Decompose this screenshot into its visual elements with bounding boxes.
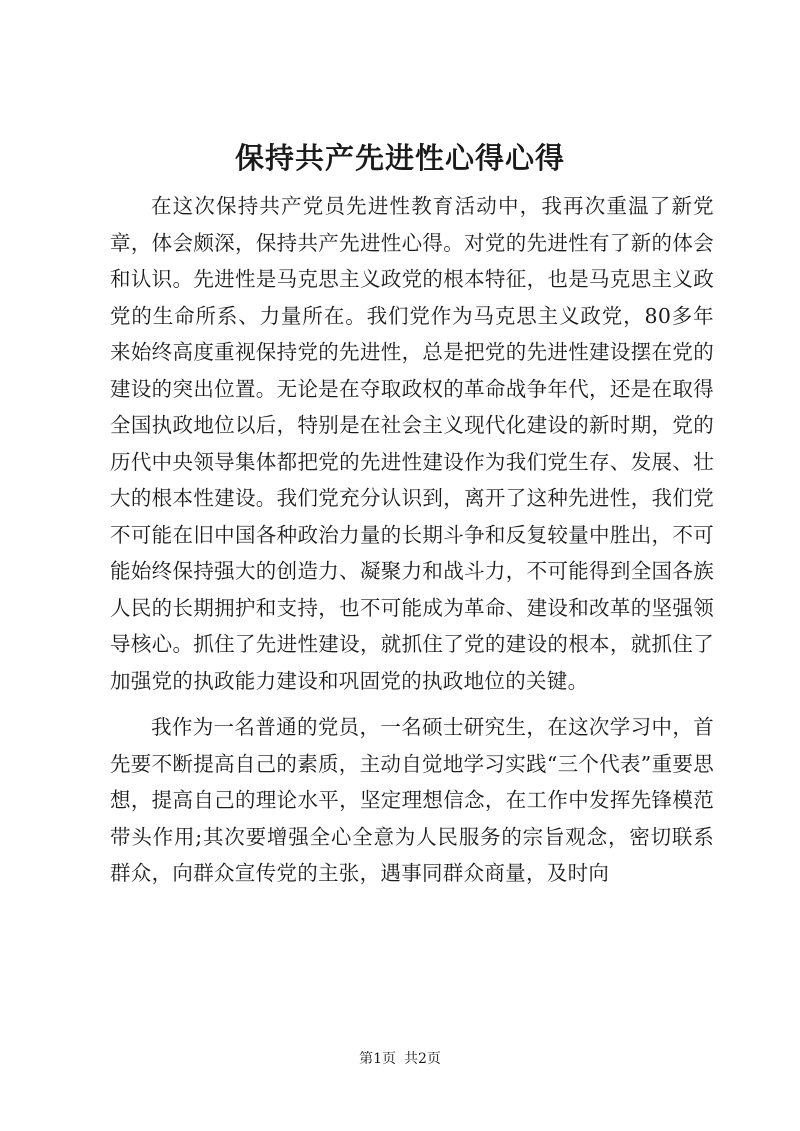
page-title: 保持共产先进性心得心得 bbox=[234, 141, 565, 175]
page-footer bbox=[0, 1049, 800, 1069]
paragraph-2: 我作为一名普通的党员，一名硕士研究生，在这次学习中，首先要不断提高自己的素质，主动自觉地学习实践“三个代表”重要思想，提高自己的理论水平，坚定理想信念，在工作中发挥先锋模范带头作用;其次要增强全心全意为人民服务的宗旨观念，密切联系群众，向群众宣传党的主张，遇事同群众商量，及时向 bbox=[110, 715, 714, 885]
document-body bbox=[110, 188, 714, 892]
paragraph-1: 在这次保持共产党员先进性教育活动中，我再次重温了新党章，体会颇深，保持共产先进性心得。对党的先进性有了新的体会和认识。先进性是马克思主义政党的根本特征，也是马克思主义政党的生命所系、力量所在。我们党作为马克思主义政党，80多年来始终高度重视保持党的先进性，总是把党的先进性建设摆在党的建设的突出位置。无论是在夺取政权的革命战争年代，还是在取得全国执政地位以后，特别是在社会主义现代化建设的新时期，党的历代中央领导集体都把党的先进性建设作为我们党生存、发展、壮大的根本性建设。我们党充分认识到，离开了这种先进性，我们党不可能在旧中国各种政治力量的长期斗争和反复较量中胜出，不可能始终保持强大的创造力、凝聚力和战斗力，不可能得到全国各族人民的长期拥护和支持，也不可能成为革命、建设和改革的坚强领导核心。抓住了先进性建设，就抓住了党的建设的根本，就抓住了加强党的执政能力建设和巩固党的执政地位的关键。 bbox=[110, 194, 714, 693]
page-number: 第1页 bbox=[359, 1051, 396, 1067]
page-total: 共2页 bbox=[404, 1051, 441, 1067]
